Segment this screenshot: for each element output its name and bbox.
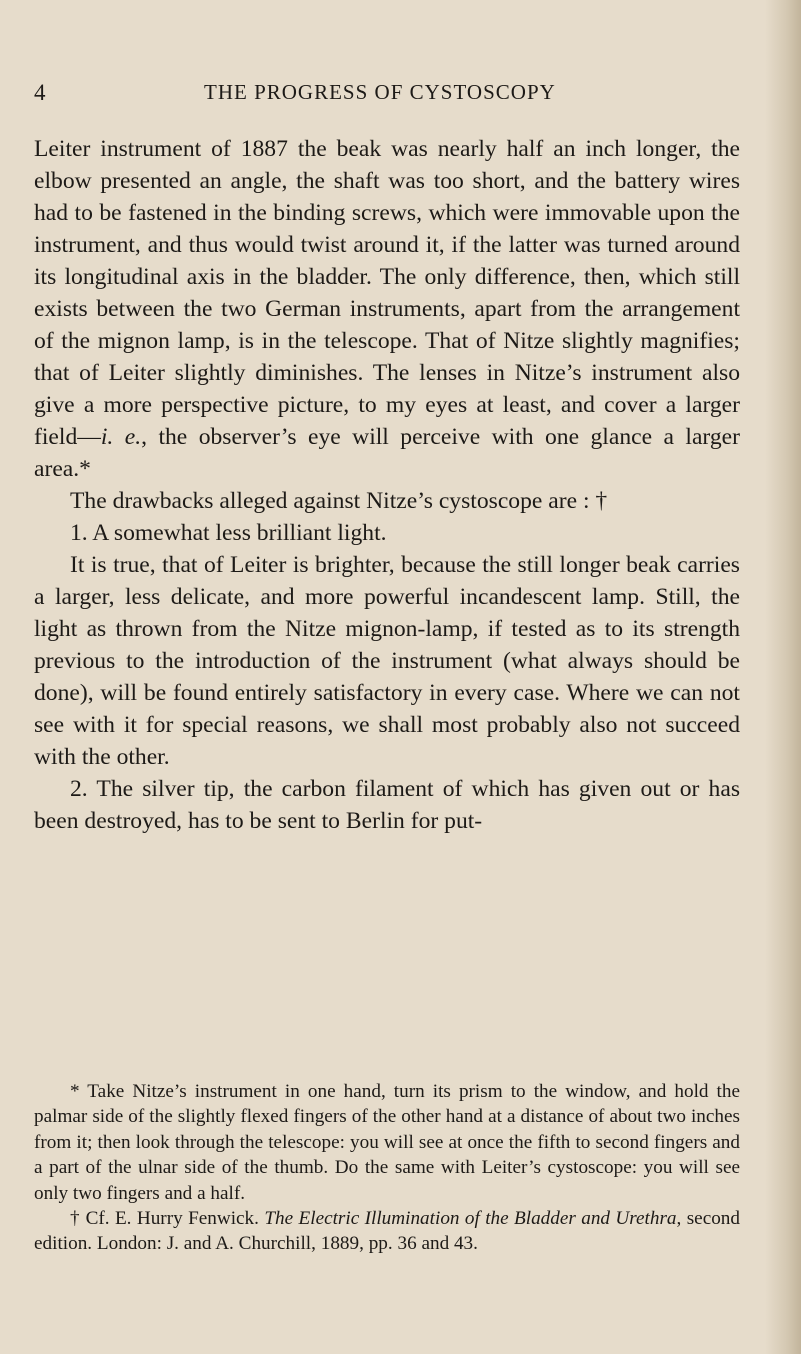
page-edge-shadow	[765, 0, 801, 1354]
footnote	[34, 1206, 740, 1257]
page-number: 4	[34, 80, 46, 105]
numbered-item: 1. A somewhat less brilliant light.	[70, 520, 387, 546]
paragraph-continuation	[34, 133, 740, 485]
cited-title: The Electric Illumination of the Bladder and Urethra	[264, 1208, 677, 1230]
paragraph: The drawbacks alleged against Nitze’s cystoscope are : †	[70, 488, 608, 514]
paragraph-text: Leiter instrument of 1887 the beak was nearly half an inch longer, the elbow presented an angle, the shaft was too short, and the battery wires had to be fastened in the binding screws, which were immovable upon the instrument, and thus would twist around it, if the latter was turned around its longitudinal axis in the bladder. The only difference, then, which still exists between the two German instruments, apart from the arrangement of the mignon lamp, is in the telescope. That of Nitze slightly magnifies; that of Leiter slightly diminishes. The lenses in Nitze’s instrument also give a more perspective picture, to my eyes at least, and cover a larger field—	[34, 136, 740, 450]
footnote-text-end: , second edition. London: J. and A. Churchill, 1889, pp. 36 and 43.	[34, 1208, 740, 1255]
footnote-text: † Cf. E. Hurry Fenwick.	[70, 1208, 265, 1230]
paragraph: It is true, that of Leiter is brighter, because the still longer beak carries a larger, less delicate, and more powerful incandescent lamp. Still, the light as thrown from the Nitze mignon-lamp, if tested as to its strength previous to the introduction of the instrument (what always should be done), will be found entirely satisfactory in every case. Where we can not see with it for special reasons, we shall most probably also not succeed with the other.	[34, 552, 740, 770]
footnote: * Take Nitze’s instrument in one hand, turn its prism to the window, and hold the palmar side of the slightly flexed fingers of the other hand at a distance of about two inches from it; then look through the telescope: you will see at once the fifth to second fingers and a part of the ulnar side of the thumb. Do the same with Leiter’s cystoscope: you will see only two fingers and a half.	[34, 1081, 740, 1204]
footnotes	[34, 1079, 740, 1257]
page-header	[34, 80, 734, 114]
paragraph-text-end: , the observer’s eye will perceive with one glance a larger area.*	[34, 424, 740, 482]
running-title: THE PROGRESS OF CYSTOSCOPY	[204, 80, 556, 104]
numbered-item: 2. The silver tip, the carbon filament of which has given out or has been destroyed, has to be sent to Berlin for put-	[34, 776, 740, 834]
main-text	[34, 133, 740, 837]
ie-abbreviation: i. e.	[100, 424, 142, 450]
